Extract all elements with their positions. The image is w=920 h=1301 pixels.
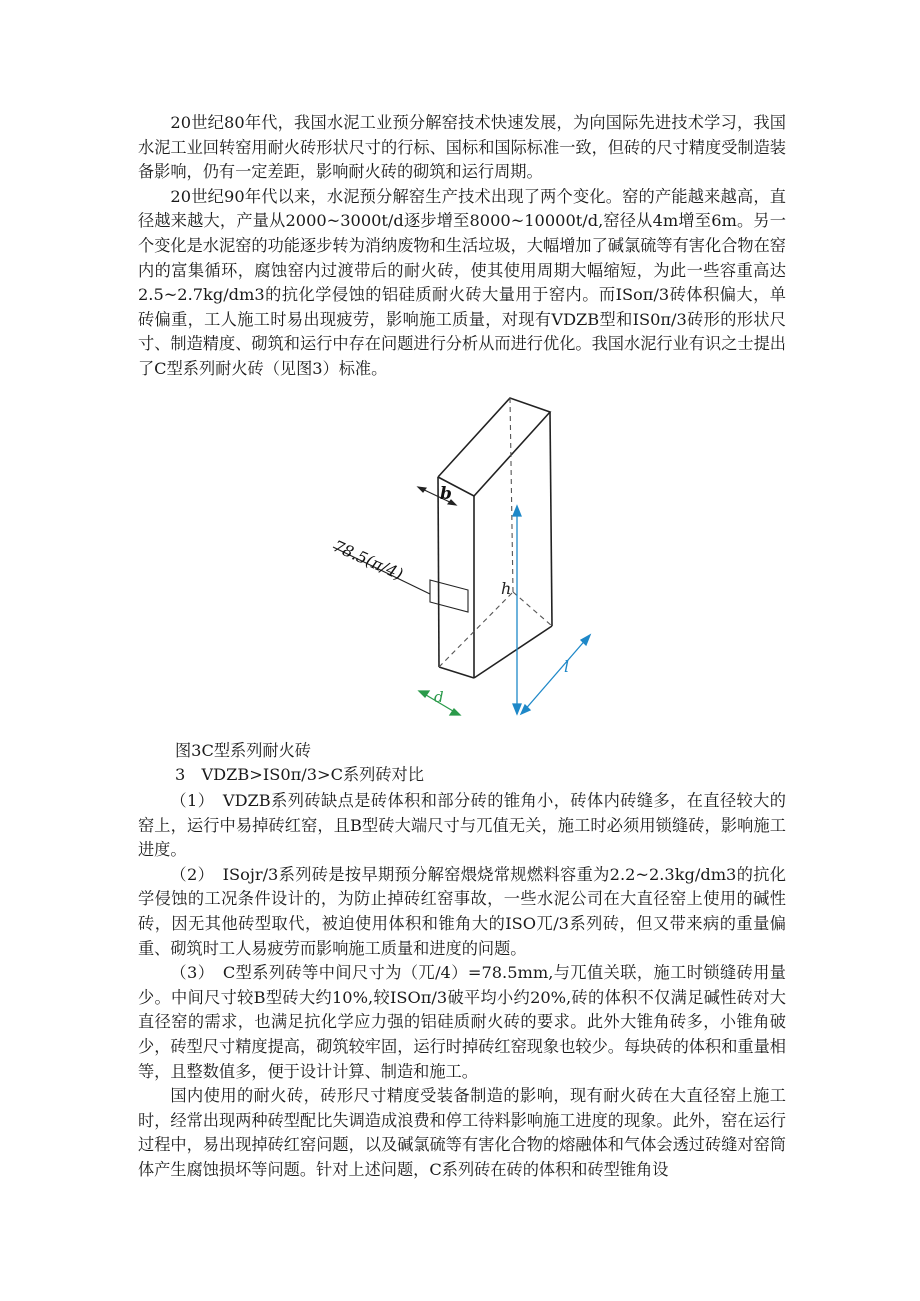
hidden-edge bbox=[510, 398, 513, 592]
dimension-b-arrow bbox=[418, 487, 426, 492]
body-text-top bbox=[138, 111, 786, 382]
section-heading: 3 VDZB>IS0π/3>C系列砖对比 bbox=[175, 765, 424, 784]
brick-outline-front bbox=[438, 398, 550, 496]
angle-label: 78.5(π/4) bbox=[330, 536, 406, 584]
figure-caption: 图3C型系列耐火砖 bbox=[175, 741, 311, 760]
brick-diagram bbox=[318, 392, 618, 722]
body-text-bottom bbox=[138, 789, 786, 1183]
brick-figure bbox=[318, 392, 618, 722]
dimension-b-label: b bbox=[440, 484, 452, 504]
dimension-h-label: h bbox=[501, 579, 512, 598]
hidden-edge bbox=[439, 592, 513, 667]
brick-edge bbox=[550, 412, 552, 626]
dimension-h-arrow bbox=[513, 506, 521, 516]
brick-edge bbox=[474, 626, 552, 678]
paragraph: 国内使用的耐火砖，砖形尺寸精度受装备制造的影响，现有耐火砖在大直径窑上施工时，经常出现两种砖型配比失调造成浪费和停工待料影响施工进度的现象。此外，窑在运行过程中，易出现掉砖红窑问题，以及碱氯硫等有害化合物的熔融体和气体会透过砖缝对窑筒体产生腐蚀损坏等问题。针对上述问题，C系列砖在砖的体积和砖型锥角设 bbox=[138, 1086, 786, 1179]
dimension-h-arrow bbox=[513, 704, 521, 714]
paragraph: 20世纪80年代，我国水泥工业预分解窑技术快速发展，为向国际先进技术学习，我国水泥工业回转窑用耐火砖形状尺寸的行标、国标和国际标准一致，但砖的尺寸精度受制造装备影响，仍有一定差距，影响耐火砖的砌筑和运行周期。 bbox=[138, 113, 786, 182]
angle-marker bbox=[430, 580, 468, 612]
paragraph: （3） C型系列砖等中间尺寸为（兀/4）=78.5mm,与兀值关联，施工时锁缝砖用量少。中间尺寸较B型砖大约10%,较ISOπ/3破平均小约20%,砖的体积不仅满足碱性砖对大直径窑的需求，也满足抗化学应力强的铝硅质耐火砖的要求。此外大锥角砖多，小锥角破少，砖型尺寸精度提高，砌筑较牢固，运行时掉砖红窑现象也较少。每块砖的体积和重量相等，且整数值多，便于设计计算、制造和施工。 bbox=[138, 963, 786, 1081]
brick-edge bbox=[439, 667, 474, 678]
dimension-d-label: d bbox=[434, 688, 444, 706]
hidden-edge bbox=[513, 592, 552, 626]
dimension-l-line bbox=[523, 637, 588, 712]
dimension-l-label: l bbox=[564, 657, 570, 676]
paragraph: （2） ISojr/3系列砖是按早期预分解窑煨烧常规燃料容重为2.2~2.3kg/dm3的抗化学侵蚀的工况条件设计的，为防止掉砖红窑事故，一些水泥公司在大直径窑上使用的碱性砖，因无其他砖型取代，被迫使用体积和锥角大的ISO兀/3系列砖，但又带来病的重量偏重、砌筑时工人易疲劳而影响施工质量和进度的问题。 bbox=[138, 864, 786, 958]
paragraph: （1） VDZB系列砖缺点是砖体积和部分砖的锥角小，砖体内砖缝多，在直径较大的窑上，运行中易掉砖红窑，且B型砖大端尺寸与兀值无关，施工时必须用锁缝砖，影响施工进度。 bbox=[138, 791, 786, 860]
paragraph: 20世纪90年代以来，水泥预分解窑生产技术出现了两个变化。窑的产能越来越高，直径越来越大，产量从2000~3000t/d逐步增至8000~10000t/d,窑径从4m增至6m。另一个变化是水泥窑的功能逐步转为消纳废物和生活垃圾，大幅增加了碱氯硫等有害化合物在窑内的富集循环，腐蚀窑内过渡带后的耐火砖，使其使用周期大幅缩短，为此一些容重高达2.5~2.7kg/dm3的抗化学侵蚀的铝硅质耐火砖大量用于窑内。而ISoπ/3砖体积偏大，单砖偏重，工人施工时易出现疲劳，影响施工质量，对现有VDZB型和IS0π/3砖形的形状尺寸、制造精度、砌筑和运行中存在问题进行分析从而进行优化。我国水泥行业有识之士提出了C型系列耐火砖（见图3）标准。 bbox=[138, 186, 786, 378]
brick-edge bbox=[438, 477, 439, 667]
